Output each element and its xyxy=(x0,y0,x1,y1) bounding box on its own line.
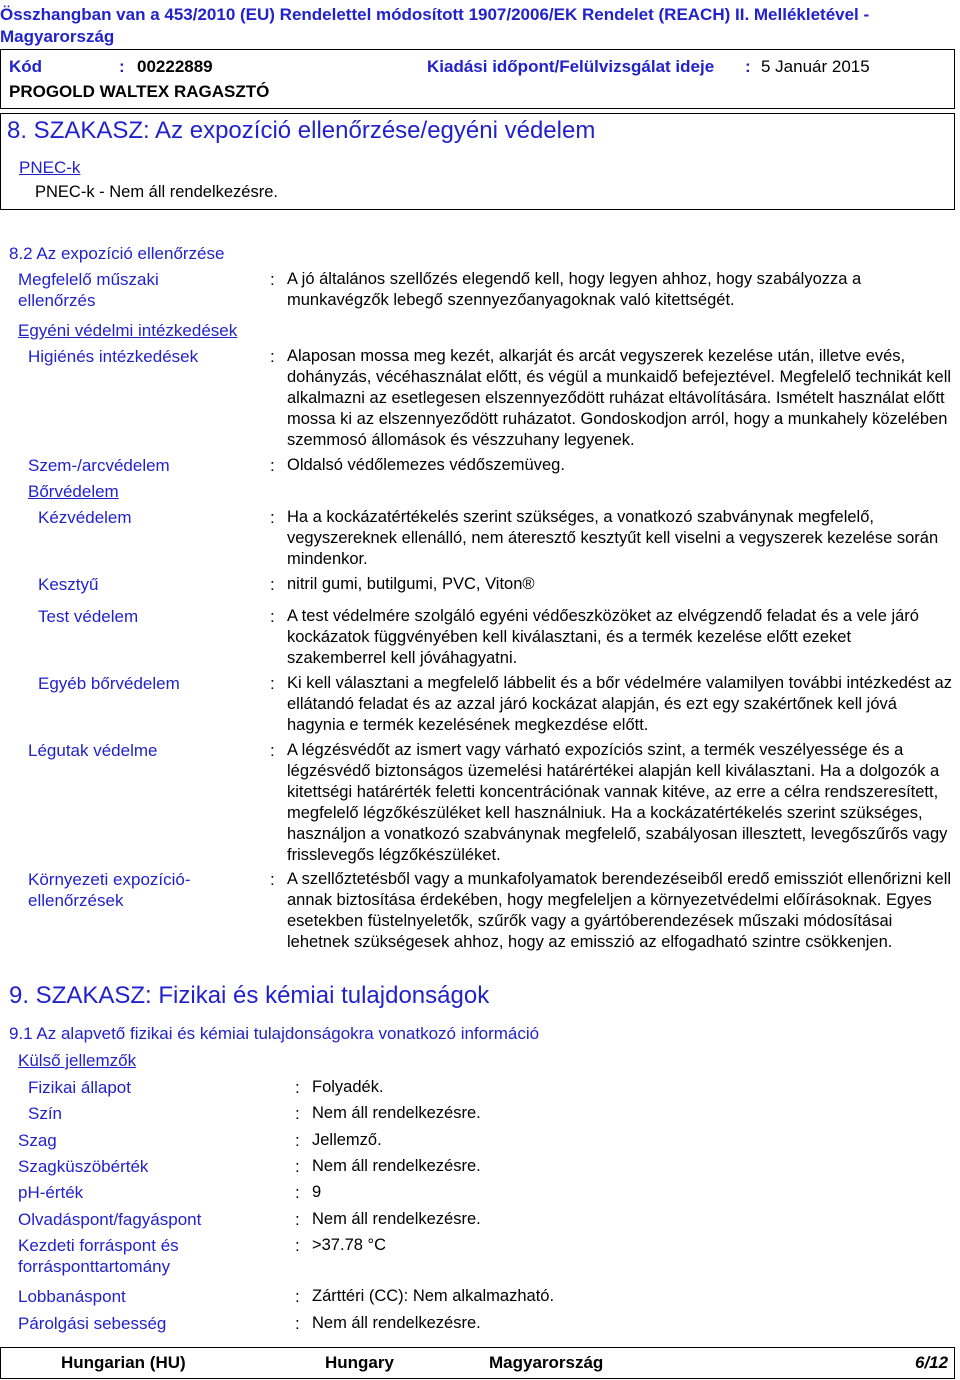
colon: : xyxy=(295,1183,300,1202)
label-hand-protection: Kézvédelem xyxy=(38,508,132,527)
colon: : xyxy=(295,1104,300,1123)
colon: : xyxy=(270,456,275,475)
label-physical-state: Fizikai állapot xyxy=(28,1078,131,1097)
label-engineering-controls: Megfelelő műszaki ellenőrzés xyxy=(18,270,159,310)
label-ph: pH-érték xyxy=(18,1183,84,1202)
label-environmental: Környezeti expozíció-ellenőrzések xyxy=(28,870,191,910)
colon: : xyxy=(295,1157,300,1176)
colon: : xyxy=(270,674,275,693)
colon: : xyxy=(270,508,275,527)
value-evaporation-rate: Nem áll rendelkezésre. xyxy=(312,1314,481,1332)
footer-country-local: Magyarország xyxy=(489,1353,604,1372)
label-evaporation-rate: Párolgási sebesség xyxy=(18,1314,167,1333)
issue-value: 5 Január 2015 xyxy=(761,57,870,76)
label-gloves: Kesztyű xyxy=(38,575,99,594)
regulation-title xyxy=(0,4,960,48)
section8-title: 8. SZAKASZ: Az expozíció ellenőrzése/egyéni védelem xyxy=(7,117,596,144)
subsection-8-2-title: 8.2 Az expozíció ellenőrzése xyxy=(9,244,225,263)
value-odor-threshold: Nem áll rendelkezésre. xyxy=(312,1157,481,1175)
value-melting-point: Nem áll rendelkezésre. xyxy=(312,1210,481,1228)
kod-value: 00222889 xyxy=(137,57,213,76)
footer-language: Hungarian (HU) xyxy=(61,1353,186,1372)
label-boiling-point: Kezdeti forráspont és forrásponttartomány xyxy=(18,1236,179,1276)
text-body-protection: A test védelmére szolgáló egyéni védőeszközöket az elvégzendő feladat és a vele járó kockázatok függvényében kell kiválasztani, és a termék kezelése előtt ezeket szakemberrel kell jóváhagyatni. xyxy=(287,607,919,667)
section9-title: 9. SZAKASZ: Fizikai és kémiai tulajdonságok xyxy=(9,982,490,1009)
label-other-skin: Egyéb bőrvédelem xyxy=(38,674,180,693)
text-environmental: A szellőztetésből vagy a munkafolyamatok berendezéseiből eredő emissziót ellenőrizni kell annak biztosítása érdekében, hogy megfeleljen a környezetvédelmi előírásoknak. Egyes esetekben füstelnyeletők, szűrők vagy a gyártóberendezések műszaki módosításai lehetnek szükségesek ahhoz, hogy az emisszió az elfogadható szintre csökkenjen. xyxy=(287,870,952,951)
colon: : xyxy=(270,270,275,289)
text-engineering-controls: A jó általános szellőzés elegendő kell, hogy legyen ahhoz, hogy szabályozza a munkavégzők lebegő szennyezőanyagoknak való kitettségét. xyxy=(287,270,862,309)
product-name: PROGOLD WALTEX RAGASZTÓ xyxy=(9,82,270,101)
colon: : xyxy=(270,347,275,366)
footer-page-number: 6/12 xyxy=(915,1353,949,1372)
label-respiratory: Légutak védelme xyxy=(28,741,158,760)
text-respiratory: A légzésvédőt az ismert vagy várható expozíciós szint, a termék veszélyessége és a légzésvédő biztonságos üzemelési határértékei alapján kell kiválasztani. Ha a dolgozók a kitettségi határérték feletti koncentrációnak vannak kitéve, az erre a célra rendszeresített, megfelelő légzőkészüléket kell használniuk. Ha a kockázatértékelés szerint szükséges, használjon a vonatkozó szabványnak megfelelő, szabályosan illesztett, levegőszűrős vagy frisslevegős légzőkészüléket. xyxy=(287,741,948,864)
label-odor-threshold: Szagküszöbérték xyxy=(18,1157,149,1176)
kod-label: Kód xyxy=(9,57,43,76)
colon: : xyxy=(270,741,275,760)
regulation-title-line2: Magyarország xyxy=(0,27,115,46)
value-flash-point: Zárttéri (CC): Nem alkalmazható. xyxy=(312,1287,555,1305)
label-hygiene: Higiénés intézkedések xyxy=(28,347,199,366)
colon: : xyxy=(295,1131,300,1150)
text-hygiene: Alaposan mossa meg kezét, alkarját és arcát vegyszerek kezelése után, illetve evés, dohányzás, vécéhasználat előtt, és végül a munkaidő befejeztével. Megfelelő technikát kell alkalmazni az esetlegesen elszennyeződött ruházat eltávolítására. Ismételt használat előtt mossa ki az elszennyeződött ruházatot. Gondoskodjon arról, hogy a munkahely közelében szemmosó állomások és vészzuhany legyenek. xyxy=(287,347,952,449)
label-external-characteristics: Külső jellemzők xyxy=(18,1051,137,1070)
text-gloves: nitril gumi, butilgumi, PVC, Viton® xyxy=(287,575,535,593)
colon: : xyxy=(295,1210,300,1229)
value-color: Nem áll rendelkezésre. xyxy=(312,1104,481,1122)
regulation-title-line1: Összhangban van a 453/2010 (EU) Rendelettel módosított 1907/2006/EK Rendelet (REACH) II. Mellékletével - xyxy=(0,5,870,24)
colon: : xyxy=(295,1287,300,1306)
footer xyxy=(0,1347,955,1379)
colon: : xyxy=(270,575,275,594)
colon: : xyxy=(295,1078,300,1097)
value-ph: 9 xyxy=(312,1183,322,1201)
colon: : xyxy=(295,1236,300,1255)
label-flash-point: Lobbanáspont xyxy=(18,1287,126,1306)
pnec-label: PNEC-k xyxy=(19,158,81,177)
header-box xyxy=(0,49,955,109)
section8-header-box xyxy=(0,113,955,210)
text-eye-face: Oldalsó védőlemezes védőszemüveg. xyxy=(287,456,565,474)
colon: : xyxy=(295,1314,300,1333)
footer-country: Hungary xyxy=(325,1353,394,1372)
label-personal-protection: Egyéni védelmi intézkedések xyxy=(18,321,238,340)
pnec-text: PNEC-k - Nem áll rendelkezésre. xyxy=(35,183,278,201)
label-color: Szín xyxy=(28,1104,63,1123)
label-melting-point: Olvadáspont/fagyáspont xyxy=(18,1210,202,1229)
issue-colon: : xyxy=(745,57,751,76)
issue-label: Kiadási időpont/Felülvizsgálat ideje xyxy=(427,57,715,76)
label-skin-protection: Bőrvédelem xyxy=(28,482,119,501)
text-other-skin: Ki kell választani a megfelelő lábbelit és a bőr védelmére valamilyen további intézkedést az ellátandó feladat és az azzal járó kockázat alapján, és ezt egy szakértőnek kell jóvá hagynia e termék kezelésének megkezdése előtt. xyxy=(287,674,952,734)
label-body-protection: Test védelem xyxy=(38,607,139,626)
value-boiling-point: >37.78 °C xyxy=(312,1236,387,1254)
label-odor: Szag xyxy=(18,1131,57,1150)
subsection-9-1-title: 9.1 Az alapvető fizikai és kémiai tulajdonságokra vonatkozó információ xyxy=(9,1024,540,1043)
kod-colon: : xyxy=(119,57,125,76)
colon: : xyxy=(270,607,275,626)
text-hand-protection: Ha a kockázatértékelés szerint szükséges, a vonatkozó szabványnak megfelelő, vegyszereknek ellenálló, nem áteresztő kesztyűt kell viselni a vegyszerek kezelése során mindenkor. xyxy=(287,508,939,568)
value-physical-state: Folyadék. xyxy=(312,1078,384,1096)
value-odor: Jellemző. xyxy=(312,1131,382,1149)
label-eye-face: Szem-/arcvédelem xyxy=(28,456,170,475)
colon: : xyxy=(270,870,275,889)
